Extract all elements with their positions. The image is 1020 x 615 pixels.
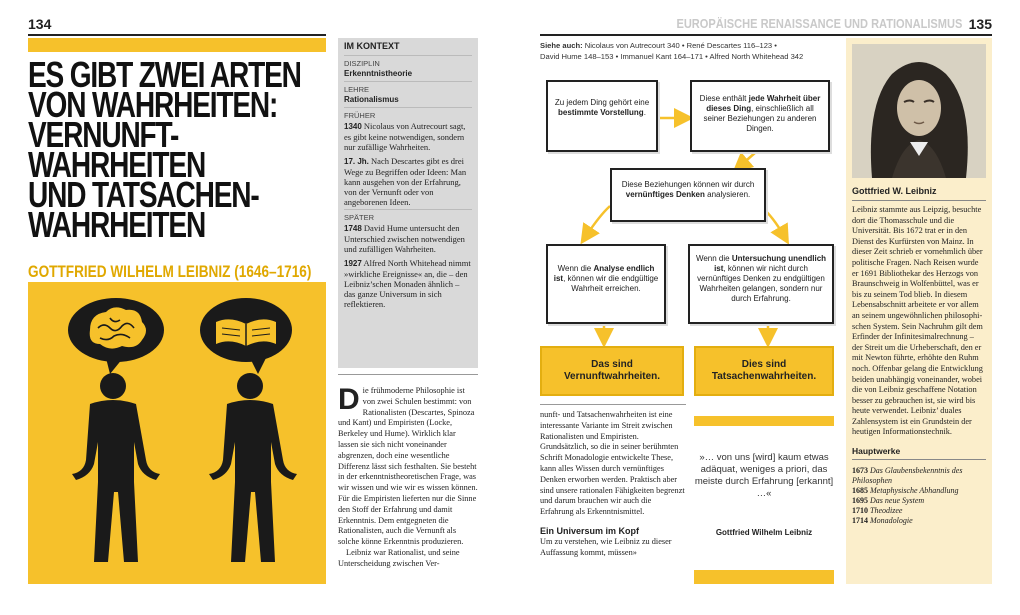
context-entry xyxy=(344,156,472,207)
result-reason-truths: Das sind Vernunftwahrheiten. xyxy=(540,346,684,396)
quote-band-top xyxy=(694,416,834,426)
leibniz-portrait xyxy=(852,44,986,178)
flow-text: . xyxy=(643,108,646,117)
top-rule-right xyxy=(540,34,992,36)
work-item xyxy=(852,486,986,496)
flow-box-infinite xyxy=(688,244,834,324)
work-item xyxy=(852,516,986,526)
body-paragraph: nunft- und Tatsachenwahrheiten ist eine interessante Variante im Streit zwischen Rationalisten und Empiristen. Grundsätzlich, so die in seiner berühmten Schrift Monadologie entwickelte These, kann alles Wissen durch vernünftiges Denken erworben werden. Praktisch aber sind unsere rationalen Fähigkeiten begrenzt und darum brauchen wir auch die Erfahrung als Erkenntnismittel. xyxy=(540,410,685,517)
entry-year: 1340 xyxy=(344,122,362,131)
context-before xyxy=(344,107,472,209)
see-also-label: Siehe auch: xyxy=(540,41,583,50)
quote-band-bottom xyxy=(694,570,834,584)
left-person-silhouette xyxy=(72,373,160,562)
works-heading: Hauptwerke xyxy=(852,446,986,460)
portrait-image xyxy=(852,44,986,178)
flow-text-bold: jede Wahrheit über dieses Ding xyxy=(706,94,821,113)
flow-text-bold: Untersuchung unendlich ist xyxy=(714,254,827,273)
bio-text: Leibniz stammte aus Leipzig, besuchte dort die Thomasschule und die Universität. Bis 1672 trat er in den Dienst des Kurfürsten von Mainz. In dieser Zeit schrieb er vornehmlich über politische Fragen. Nach Reisen wurde er 1691 Bibliothekar des Herzogs von Braunschweig in Wolfenbüttel, was er bis zu seinem Tod blieb. In diesem Lebensabschnitt arbeitete er vor allem an seinem ungewöhnlichen philosophischen System. Sein Nachruhm gilt dem Erfinder der Infinitesimalrechnung – der Streit um die Urheberschaft, den er mit Newton führte, erhöhte den Ruhm noch. Offenbar gelang die Entwicklung beiden unabhängig voneinander, wobei die von Leibniz geschaffene Notation besser zu gebrauchen ist, sie wird bis heute verwendet. Leibniz’ duales Zahlensystem ist ein Grundstein der heutigen Informationstechnik. xyxy=(852,205,983,437)
right-person-silhouette xyxy=(209,373,297,562)
context-label: DISZIPLIN xyxy=(344,59,380,68)
work-title: Theodizee xyxy=(870,506,903,516)
works-list xyxy=(852,466,986,526)
flow-text: , einschließlich all seiner Beziehungen zu anderen Dingen. xyxy=(703,104,817,133)
context-label: LEHRE xyxy=(344,85,370,94)
context-box xyxy=(338,38,478,368)
body-paragraph: ie frühmoderne Philosophie ist von zwei Schulen bestimmt: von Rationalisten (Descartes, Spinoza und Kant) und Empiristen (Locke, Berkeley und Hume). Wirklich klar lassen sie sich nicht voneinander abgrenzen, doch eine wesentliche Differenz lässt sich festhalten. Sie besteht in der erkenntnistheoretischen Frage, was wir wissen und wie wir es wissen können. Für die Empiristen lieferten nur die Sinne den Stoff der Erfahrung und damit Erkenntnis. Dem entgegneten die Rationalisten, auch die Vernunft als solche könne Erkenntnis produzieren. xyxy=(338,386,478,547)
divider xyxy=(338,374,478,375)
flow-text-bold: vernünftiges Denken xyxy=(625,190,705,199)
flow-box-truth xyxy=(690,80,830,152)
body-text-left xyxy=(338,383,478,570)
book-bubble-icon xyxy=(200,298,292,374)
philosopher-subtitle: GOTTFRIED WILHELM LEIBNIZ (1646–1716) xyxy=(28,262,312,281)
headline-line: VERNUNFT- xyxy=(28,114,179,155)
entry-text: Nicolaus von Autrecourt sagt, es gibt keine notwendigen, sondern nur zufällige Wahrheiten. xyxy=(344,121,466,152)
body-paragraph: Um zu verstehen, wie Leibniz zu dieser Auffassung kommt, müssen» xyxy=(540,536,672,557)
quote-author: Gottfried Wilhelm Leibniz xyxy=(715,528,813,537)
work-item xyxy=(852,506,986,516)
context-label: SPÄTER xyxy=(344,213,375,222)
chapter-headline xyxy=(28,54,309,245)
work-title: Das neue System xyxy=(870,496,925,506)
work-item xyxy=(852,496,986,506)
work-title: Metaphysische Abhandlung xyxy=(870,486,959,496)
see-also-refs: David Hume 148–153 • Immanuel Kant 164–171 • Alfred North Whitehead 342 xyxy=(540,52,804,61)
section-subheading: Ein Universum im Kopf xyxy=(540,525,640,536)
result-fact-truths: Dies sind Tatsachenwahrheiten. xyxy=(694,346,834,396)
work-year: 1673 xyxy=(852,466,868,476)
divider xyxy=(540,404,686,405)
dropcap: D xyxy=(338,383,360,416)
work-year: 1695 xyxy=(852,496,868,506)
work-title: Monadologie xyxy=(870,516,913,526)
flow-box-idea xyxy=(546,80,658,152)
top-rule-left xyxy=(28,34,326,36)
flow-text-bold: bestimmte Vorstellung xyxy=(558,108,644,117)
entry-year: 1927 xyxy=(344,259,362,268)
entry-year: 1748 xyxy=(344,224,362,233)
context-value: Erkenntnistheorie xyxy=(344,69,413,78)
context-entry xyxy=(344,121,472,152)
headline-line: ES GIBT ZWEI ARTEN xyxy=(28,54,301,95)
work-year: 1685 xyxy=(852,486,868,496)
running-header: EUROPÄISCHE RENAISSANCE UND RATIONALISMUS xyxy=(676,16,962,31)
flow-text: Wenn die xyxy=(695,254,732,263)
flow-text: , können wir nicht durch vernünftiges Denken zu endgültigen Wahrheiten gelangen, sondern nur durch Erfahrung. xyxy=(697,264,825,303)
flow-text: analysieren. xyxy=(704,190,751,199)
flow-box-relations xyxy=(610,168,766,222)
see-also xyxy=(540,40,840,62)
context-value: Rationalismus xyxy=(344,95,399,104)
work-title: Das Glaubensbekenntnis des Philosophen xyxy=(852,466,963,486)
headline-line: VON WAHRHEITEN: xyxy=(28,84,278,125)
brain-bubble-icon xyxy=(68,298,164,374)
flow-text-bold: Analyse endlich ist xyxy=(553,264,655,283)
work-year: 1710 xyxy=(852,506,868,516)
flow-text: Wenn die xyxy=(557,264,594,273)
headline-line: UND TATSACHEN- xyxy=(28,174,259,215)
entry-year: 17. Jh. xyxy=(344,157,369,166)
entry-text: Alfred North Whitehead nimmt »wirkliche Ereignisse« an, die – den Leibniz’schen Monaden ähnlich – das ganze Universum in sich reflektieren. xyxy=(344,258,471,309)
context-heading: IM KONTEXT xyxy=(344,41,400,51)
yellow-band-top xyxy=(28,38,326,52)
context-after xyxy=(344,209,472,311)
context-label: FRÜHER xyxy=(344,111,376,120)
headline-line: WAHRHEITEN xyxy=(28,144,206,185)
pull-quote: »… von uns [wird] kaum etwas adäquat, weniges a priori, das meiste durch Erfahrung [erkannt] …« xyxy=(694,452,834,499)
entry-text: David Hume untersucht den Unterschied zwischen notwendigen und zufälligen Wahrheiten. xyxy=(344,223,465,254)
two-thinkers-illustration xyxy=(28,282,326,584)
flow-text: Diese Beziehungen können wir durch xyxy=(621,180,755,189)
biography-sidebar xyxy=(846,38,992,584)
context-entry xyxy=(344,258,472,309)
flow-box-finite xyxy=(546,244,666,324)
page-number-right: 135 xyxy=(968,16,992,32)
flow-text: , können wir die endgültige Wahrheit erreichen. xyxy=(563,274,659,293)
flow-text: Zu jedem Ding gehört eine xyxy=(554,98,650,107)
illustration-panel xyxy=(28,282,326,584)
context-discipline xyxy=(344,55,472,81)
entry-text: Nach Descartes gibt es drei Wege zu Begriffen oder Ideen: Man kann ausgehen von der Erfahrung, von der Vernunft oder von angeborenen Ideen. xyxy=(344,156,467,207)
work-year: 1714 xyxy=(852,516,868,526)
headline-line: WAHRHEITEN xyxy=(28,204,206,245)
see-also-refs: Nicolaus von Autrecourt 340 • René Descartes 116–123 • xyxy=(582,41,777,50)
body-paragraph: Leibniz war Rationalist, und seine Unterscheidung zwischen Ver- xyxy=(338,547,460,568)
flow-text: Diese enthält xyxy=(699,94,749,103)
context-school xyxy=(344,81,472,107)
work-item xyxy=(852,466,986,486)
context-entry xyxy=(344,223,472,254)
body-text-right xyxy=(540,410,686,558)
page-number-left: 134 xyxy=(28,16,52,32)
bio-name: Gottfried W. Leibniz xyxy=(852,186,986,201)
